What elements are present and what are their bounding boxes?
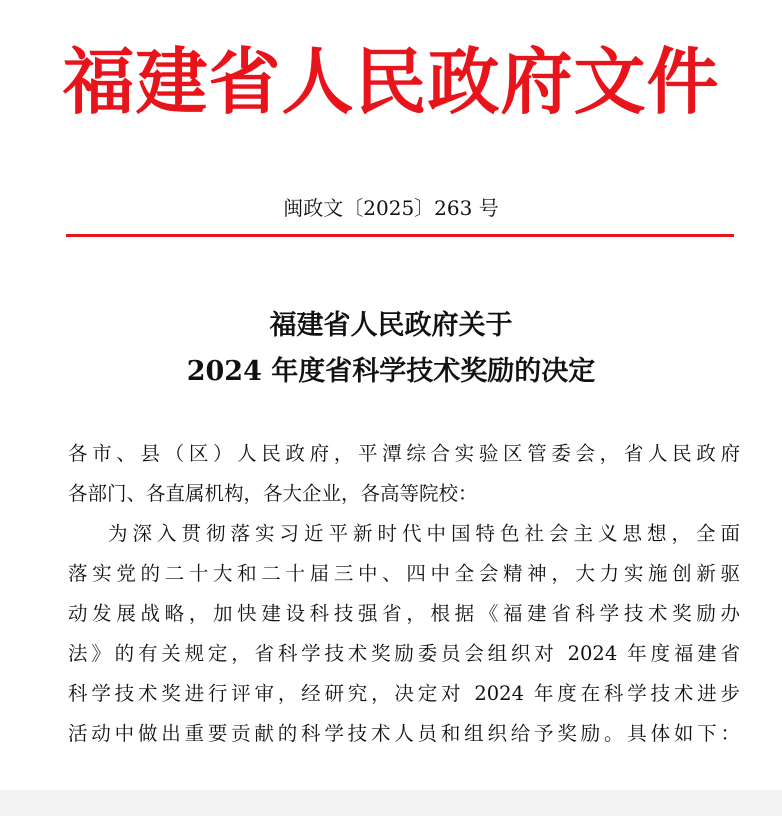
paragraph-line: 为深入贯彻落实习近平新时代中国特色社会主义思想，全面: [108, 522, 740, 545]
paragraph-line: 法》的有关规定，省科学技术奖励委员会组织对 2024 年度福建省: [68, 642, 740, 665]
paragraph-line: 科学技术奖进行评审，经研究，决定对 2024 年度在科学技术进步: [68, 682, 740, 705]
document-number: 闽政文〔2025〕263 号: [283, 196, 499, 220]
salutation-line: 各市、县（区）人民政府，平潭综合实验区管委会，省人民政府: [68, 442, 740, 465]
paragraph-line: 落实党的二十大和二十届三中、四中全会精神，大力实施创新驱: [68, 562, 740, 585]
salutation-line: 各部门、各直属机构，各大企业，各高等院校：: [68, 482, 478, 505]
document-title-line-2: 2024 年度省科学技术奖励的决定: [186, 356, 596, 387]
viewer-bottom-bar: [0, 790, 782, 816]
document-body: [68, 434, 740, 754]
red-separator-line: [66, 234, 734, 237]
document-masthead: 福建省人民政府文件: [62, 39, 720, 124]
paragraph-line: 活动中做出重要贡献的科学技术人员和组织给予奖励。具体如下：: [68, 722, 740, 745]
paragraph-line: 动发展战略，加快建设科技强省，根据《福建省科学技术奖励办: [68, 602, 740, 625]
document-title-line-1: 福建省人民政府关于: [269, 310, 513, 341]
